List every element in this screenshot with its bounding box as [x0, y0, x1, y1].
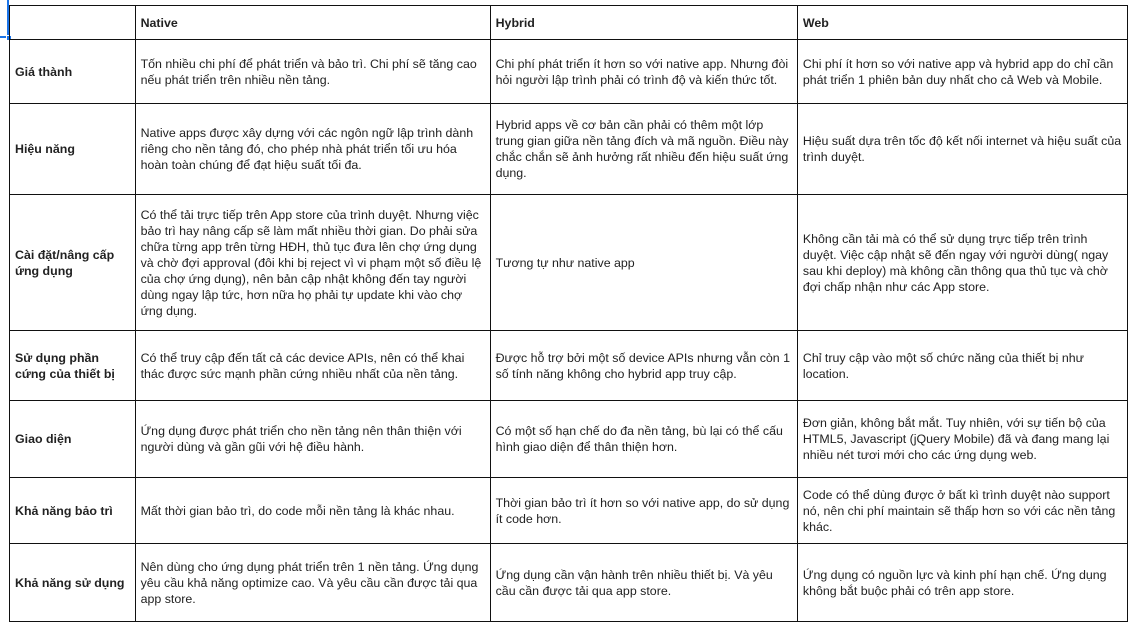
native-cell[interactable]: Có thể truy cập đến tất cả các device APIs, nên có thể khai thác được sức mạnh phần cứng nhiều nhất của nền tảng.	[135, 331, 490, 401]
header-row	[10, 6, 1128, 40]
row-label-cell[interactable]: Hiệu năng	[10, 104, 136, 195]
web-cell[interactable]: Chi phí ít hơn so với native app và hybrid app do chỉ cần phát triển 1 phiên bản duy nhất cho cả Web và Mobile.	[797, 40, 1127, 104]
hybrid-cell[interactable]: Hybrid apps về cơ bản cần phải có thêm một lớp trung gian giữa nền tảng đích và mã nguồn. Điều này chắc chắn sẽ ảnh hưởng rất nhiều đến hiệu suất ứng dụng.	[490, 104, 797, 195]
hybrid-cell[interactable]: Thời gian bảo trì ít hơn so với native app, do sử dụng ít code hơn.	[490, 478, 797, 544]
table-row	[10, 401, 1128, 478]
web-cell[interactable]: Ứng dụng có nguồn lực và kinh phí hạn chế. Ứng dụng không bắt buộc phải có trên app store.	[797, 544, 1127, 622]
native-cell[interactable]: Nên dùng cho ứng dụng phát triển trên 1 nền tảng. Ứng dụng yêu cầu khả năng optimize cao. Và yêu cầu cần được tải qua app store.	[135, 544, 490, 622]
native-cell[interactable]: Mất thời gian bảo trì, do code mỗi nền tảng là khác nhau.	[135, 478, 490, 544]
cell-selection-marker[interactable]	[0, 0, 9, 38]
header-cell-hybrid[interactable]: Hybrid	[490, 6, 797, 40]
web-cell[interactable]: Code có thể dùng được ở bất kì trình duyệt nào support nó, nên chi phí maintain sẽ thấp hơn so với các nền tảng khác.	[797, 478, 1127, 544]
row-label-cell[interactable]: Giá thành	[10, 40, 136, 104]
table-row	[10, 104, 1128, 195]
row-label-cell[interactable]: Khả năng sử dụng	[10, 544, 136, 622]
header-cell-web[interactable]: Web	[797, 6, 1127, 40]
row-label-cell[interactable]: Khả năng bảo trì	[10, 478, 136, 544]
table-row	[10, 40, 1128, 104]
table-row	[10, 195, 1128, 331]
hybrid-cell[interactable]: Có một số hạn chế do đa nền tảng, bù lại có thể cấu hình giao diện để thân thiện hơn.	[490, 401, 797, 478]
native-cell[interactable]: Ứng dụng được phát triển cho nền tảng nên thân thiện với người dùng và gần gũi với hệ điều hành.	[135, 401, 490, 478]
row-label-cell[interactable]: Sử dụng phần cứng của thiết bị	[10, 331, 136, 401]
table-row	[10, 544, 1128, 622]
row-label-cell[interactable]: Giao diện	[10, 401, 136, 478]
comparison-table	[9, 5, 1128, 622]
hybrid-cell[interactable]: Được hỗ trợ bởi một số device APIs nhưng vẫn còn 1 số tính năng không cho hybrid app truy cập.	[490, 331, 797, 401]
web-cell[interactable]: Hiệu suất dựa trên tốc độ kết nối internet và hiệu suất của trình duyệt.	[797, 104, 1127, 195]
table-row	[10, 331, 1128, 401]
table-row	[10, 478, 1128, 544]
row-label-cell[interactable]: Cài đặt/nâng cấp ứng dụng	[10, 195, 136, 331]
native-cell[interactable]: Native apps được xây dựng với các ngôn ngữ lập trình dành riêng cho nền tảng đó, cho phép nhà phát triển tối ưu hóa hoàn toàn chúng để đạt hiệu suất tối đa.	[135, 104, 490, 195]
web-cell[interactable]: Chỉ truy cập vào một số chức năng của thiết bị như location.	[797, 331, 1127, 401]
header-cell-empty[interactable]	[10, 6, 136, 40]
web-cell[interactable]: Đơn giản, không bắt mắt. Tuy nhiên, với sự tiến bộ của HTML5, Javascript (jQuery Mobile) đã và đang mang lại nhiều nét tươi mới cho các ứng dụng web.	[797, 401, 1127, 478]
hybrid-cell[interactable]: Tương tự như native app	[490, 195, 797, 331]
native-cell[interactable]: Có thể tải trực tiếp trên App store của trình duyệt. Nhưng việc bảo trì hay nâng cấp sẽ làm mất nhiều thời gian. Do phải sửa chữa từng app trên từng HĐH, thủ tục đưa lên chợ ứng dụng và chờ đợi approval (đôi khi bị reject vì vi phạm một số điều lệ của chợ ứng dụng), nên bản cập nhật không đến tay người dùng ngay lập tức, hơn nữa họ phải tự update khi vào chợ ứng dụng.	[135, 195, 490, 331]
hybrid-cell[interactable]: Chi phí phát triển ít hơn so với native app. Nhưng đòi hỏi người lập trình phải có trình độ và kiến thức tốt.	[490, 40, 797, 104]
header-cell-native[interactable]: Native	[135, 6, 490, 40]
web-cell[interactable]: Không cần tải mà có thể sử dụng trực tiếp trên trình duyệt. Việc cập nhật sẽ đến ngay với người dùng( ngay sau khi deploy) mà không cần thông qua thủ tục và chờ đợi chấp nhận như các App store.	[797, 195, 1127, 331]
native-cell[interactable]: Tốn nhiều chi phí để phát triển và bảo trì. Chi phí sẽ tăng cao nếu phát triển trên nhiều nền tảng.	[135, 40, 490, 104]
hybrid-cell[interactable]: Ứng dụng cần vận hành trên nhiều thiết bị. Và yêu cầu cần được tải qua app store.	[490, 544, 797, 622]
